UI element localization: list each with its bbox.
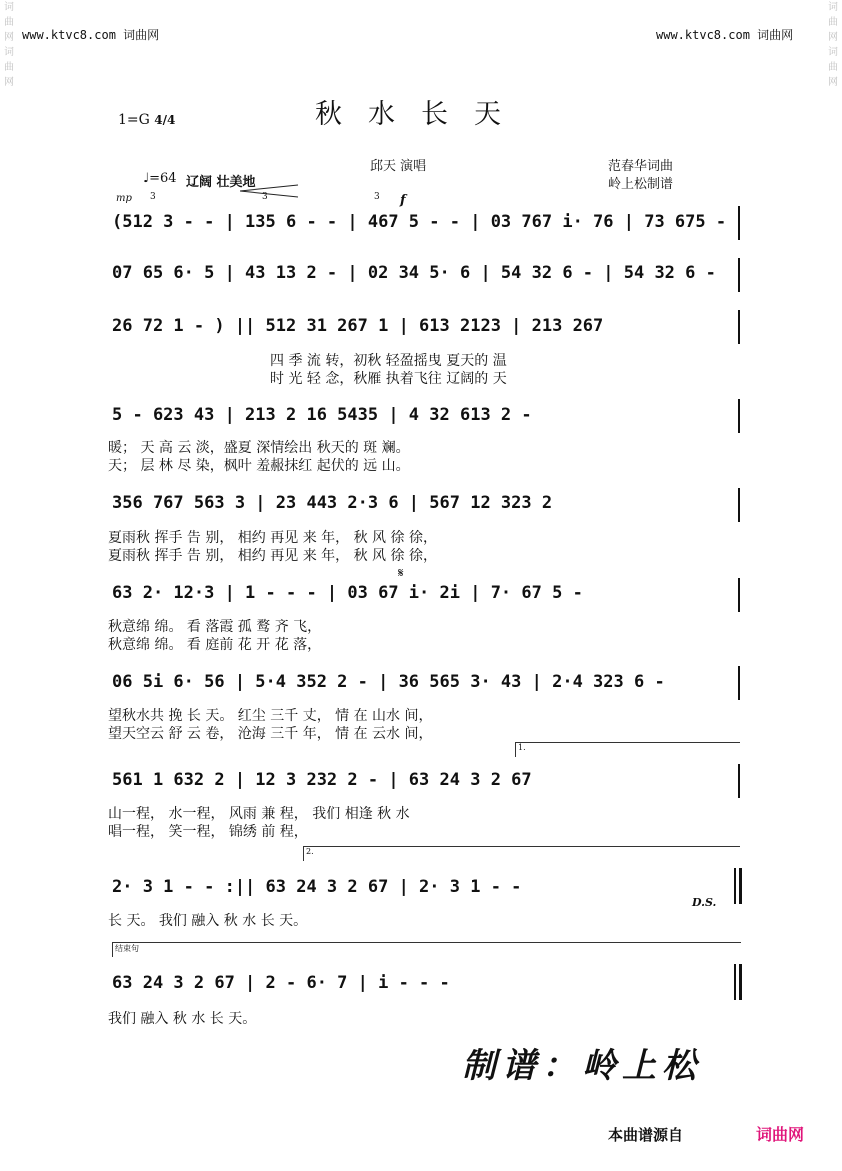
key-signature bbox=[118, 112, 175, 128]
score-line-9: 2· 3 1 - - :|| 63 24 3 2 67 | 2· 3 1 - - bbox=[112, 877, 522, 897]
lyric-line-10: 我们 融入 秋 水 长 天。 bbox=[108, 1011, 257, 1027]
segno-mark: 𝄋 bbox=[398, 566, 404, 581]
lyric-line-8a: 山一程， 水一程， 风雨 兼 程， 我们 相逢 秋 水 bbox=[108, 806, 410, 822]
barline bbox=[734, 868, 736, 904]
triplet-mark-1: 3 bbox=[150, 192, 156, 202]
watermark-right-2: 词曲网 bbox=[828, 47, 838, 88]
barline bbox=[738, 399, 740, 433]
key-label: 1=G bbox=[118, 112, 150, 128]
right-watermark bbox=[826, 0, 840, 90]
expression-mark: 辽阔 壮美地 bbox=[186, 175, 256, 190]
watermark-right-1: 词曲网 bbox=[828, 2, 838, 43]
lyric-line-3a: 四 季 流 转，初秋 轻盈摇曳 夏天的 温 bbox=[270, 353, 507, 369]
triplet-mark-2: 3 bbox=[262, 192, 268, 202]
arranger-credit: 岭上松制谱 bbox=[608, 177, 674, 192]
barline bbox=[738, 310, 740, 344]
crescendo-hairpin bbox=[240, 184, 300, 198]
barline bbox=[738, 578, 740, 612]
triplet-mark-3: 3 bbox=[374, 192, 380, 202]
barline bbox=[738, 258, 740, 292]
score-line-6: 63 2· 12·3 | 1 - - - | 03 67 i· 2i | 7· 67 5 - bbox=[112, 583, 583, 603]
lyric-line-8b: 唱一程， 笑一程， 锦绣 前 程， bbox=[108, 824, 308, 840]
singer-credit: 邱天 演唱 bbox=[370, 159, 427, 174]
header-left-url[interactable]: www.ktvc8.com 词曲网 bbox=[22, 28, 160, 42]
score-line-1: (512 3 - - | 135 6 - - | 467 5 - - | 03 767 i· 76 | 73 675 - bbox=[112, 212, 727, 232]
volta-1-bracket: 1. bbox=[515, 742, 740, 757]
brand-logo-text[interactable]: 词曲网 bbox=[756, 1125, 805, 1144]
lyric-line-6a: 秋意绵 绵。 看 落霞 孤 鹜 齐 飞， bbox=[108, 619, 322, 635]
watermark-left-2: 词曲网 bbox=[4, 47, 14, 88]
score-line-4: 5 - 623 43 | 213 2 16 5435 | 4 32 613 2 - bbox=[112, 405, 532, 425]
tempo-mark: ♩=64 bbox=[143, 171, 177, 186]
final-barline bbox=[739, 964, 742, 1000]
lyric-line-6b: 秋意绵 绵。 看 庭前 花 开 花 落， bbox=[108, 637, 322, 653]
lyric-line-7b: 望天空云 舒 云 卷， 沧海 三千 年， 情 在 云水 间， bbox=[108, 726, 433, 742]
score-line-2: 07 65 6· 5 | 43 13 2 - | 02 34 5· 6 | 54 32 6 - | 54 32 6 - bbox=[112, 263, 716, 283]
score-line-8: 561 1 632 2 | 12 3 232 2 - | 63 24 3 2 67 bbox=[112, 770, 532, 790]
lyric-line-4a: 暖； 天 高 云 淡，盛夏 深情绘出 秋天的 斑 斓。 bbox=[108, 440, 410, 456]
score-line-10: 63 24 3 2 67 | 2 - 6· 7 | i - - - bbox=[112, 973, 450, 993]
score-line-3: 26 72 1 - ) || 512 31 267 1 | 613 2123 | 213 267 bbox=[112, 316, 604, 336]
barline bbox=[738, 488, 740, 522]
arranger-signature: 制谱：岭上松 bbox=[462, 1046, 702, 1086]
barline bbox=[738, 666, 740, 700]
watermark-left-1: 词曲网 bbox=[4, 2, 14, 43]
ds-mark: D.S. bbox=[692, 896, 717, 909]
left-watermark bbox=[2, 0, 16, 90]
final-barline bbox=[739, 868, 742, 904]
score-line-7: 06 5i 6· 56 | 5·4 352 2 - | 36 565 3· 43 | 2·4 323 6 - bbox=[112, 672, 665, 692]
dynamic-f: f bbox=[400, 193, 406, 208]
volta-2-bracket: 2. bbox=[303, 846, 740, 861]
barline bbox=[734, 964, 736, 1000]
source-label: 本曲谱源自 bbox=[608, 1126, 684, 1144]
header-right-url[interactable]: www.ktvc8.com 词曲网 bbox=[656, 28, 794, 42]
lyric-line-5b: 夏雨秋 挥手 告 别， 相约 再见 来 年， 秋 风 徐 徐， bbox=[108, 548, 437, 564]
lyric-line-9: 长 天。 我们 融入 秋 水 长 天。 bbox=[108, 913, 308, 929]
lyric-line-5a: 夏雨秋 挥手 告 别， 相约 再见 来 年， 秋 风 徐 徐， bbox=[108, 530, 437, 546]
time-signature: 4/4 bbox=[154, 113, 176, 127]
lyricist-credit: 范春华词曲 bbox=[608, 159, 674, 174]
lyric-line-7a: 望秋水共 挽 长 天。 红尘 三千 丈， 情 在 山水 间， bbox=[108, 708, 433, 724]
lyric-line-3b: 时 光 轻 念，秋雁 执着飞往 辽阔的 天 bbox=[270, 371, 507, 387]
barline bbox=[738, 764, 740, 798]
ending-bracket: 结束句 bbox=[112, 942, 741, 957]
dynamic-mp: mp bbox=[116, 193, 132, 204]
song-title: 秋水长天 bbox=[315, 99, 527, 130]
score-line-5: 356 767 563 3 | 23 443 2·3 6 | 567 12 323 2 bbox=[112, 493, 553, 513]
barline bbox=[738, 206, 740, 240]
lyric-line-4b: 天； 层 林 尽 染，枫叶 羞赧抹红 起伏的 远 山。 bbox=[108, 458, 410, 474]
